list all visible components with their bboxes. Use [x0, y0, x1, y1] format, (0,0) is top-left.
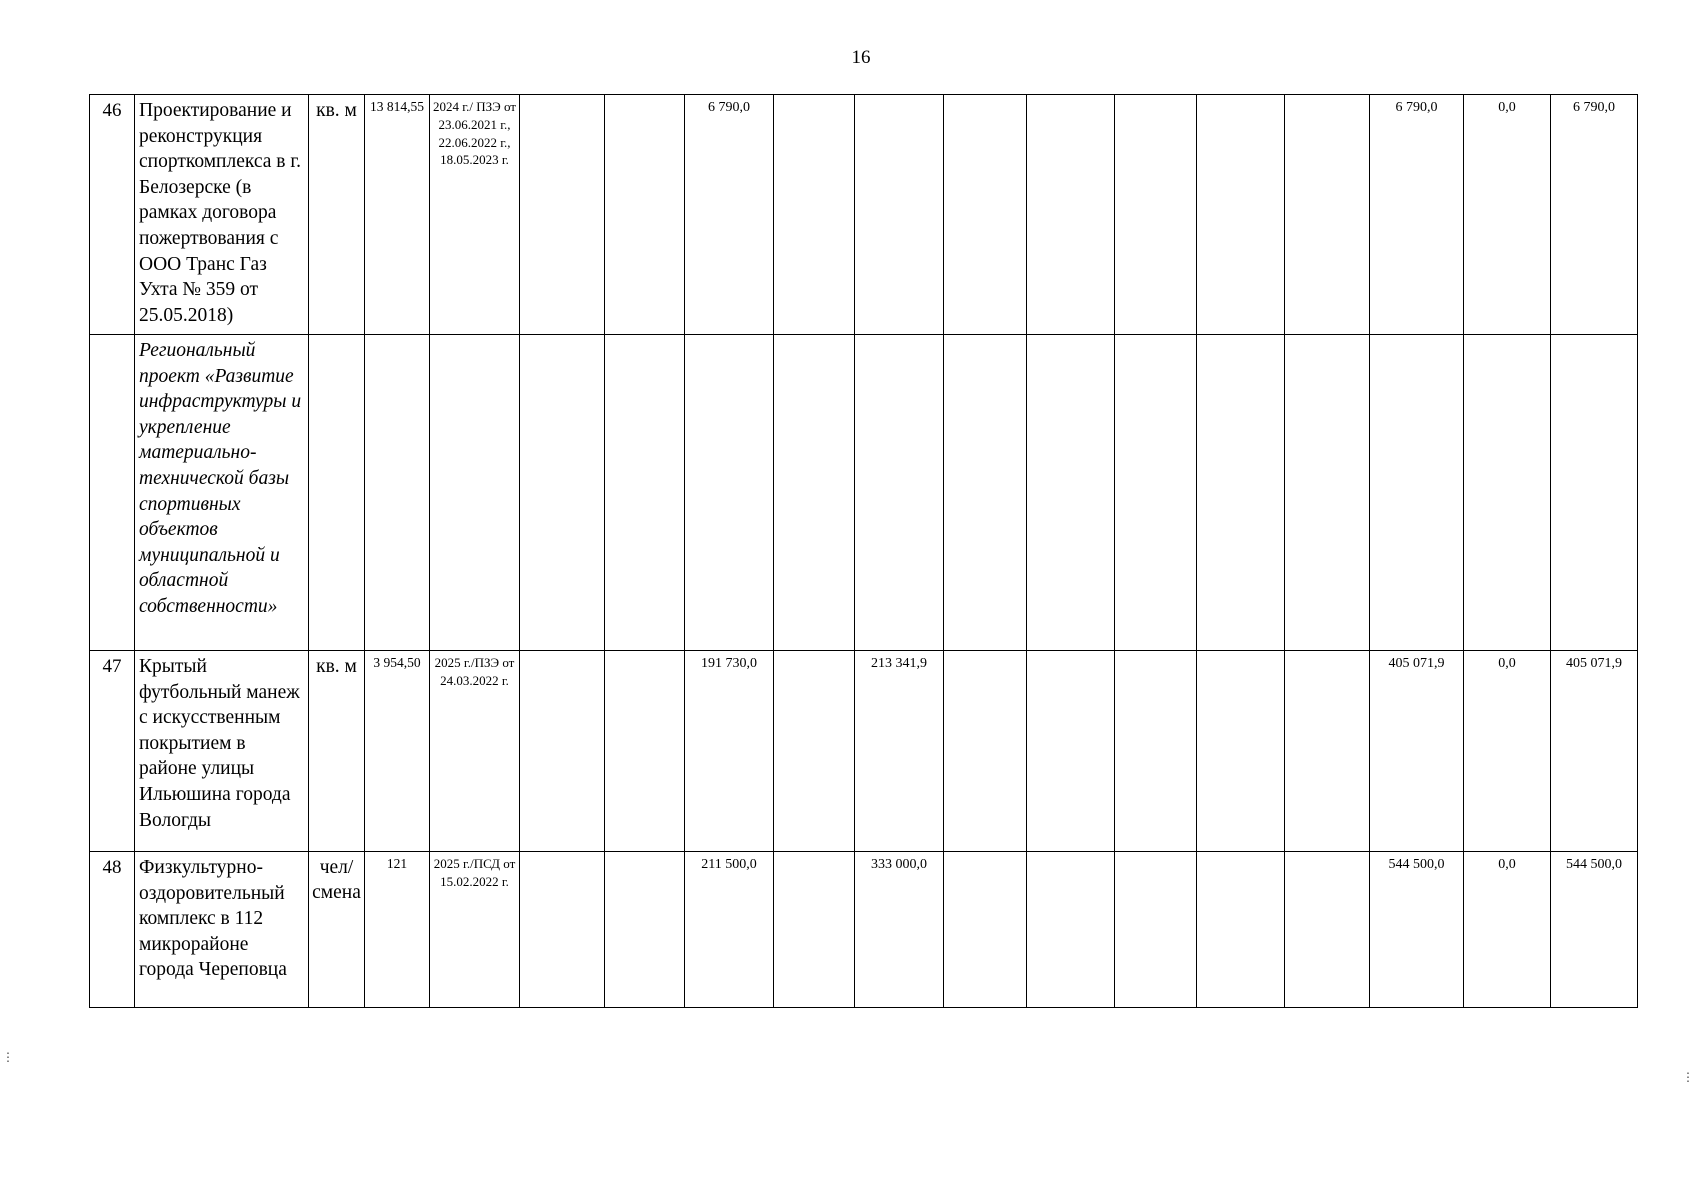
empty-cell	[944, 852, 1027, 1008]
empty-cell	[1285, 651, 1370, 852]
value-cell: 191 730,0	[685, 651, 774, 852]
object-name: Физкультурно-оздоровительный комплекс в 112 микрорайоне города Череповца	[135, 852, 309, 1008]
total-cell: 405 071,9	[1370, 651, 1464, 852]
empty-cell	[1285, 95, 1370, 335]
table-row	[90, 335, 1638, 651]
object-name: Проектирование и реконструкция спорткомплекса в г. Белозерске (в рамках договора пожертвования с ООО Транс Газ Ухта № 359 от 25.05.2018)	[135, 95, 309, 335]
row-number	[90, 335, 135, 651]
empty-cell	[365, 335, 430, 651]
scan-edge-mark: ⋮	[1682, 1070, 1694, 1084]
empty-cell	[605, 335, 685, 651]
empty-cell	[1027, 852, 1115, 1008]
unit-cell: кв. м	[309, 95, 365, 335]
unit-cell: кв. м	[309, 651, 365, 852]
empty-cell	[1197, 852, 1285, 1008]
empty-cell	[944, 335, 1027, 651]
empty-cell	[1115, 651, 1197, 852]
empty-cell	[944, 95, 1027, 335]
empty-cell	[774, 95, 855, 335]
empty-cell	[1115, 852, 1197, 1008]
empty-cell	[1197, 335, 1285, 651]
empty-cell	[309, 335, 365, 651]
empty-cell	[1285, 335, 1370, 651]
table-row	[90, 852, 1638, 1008]
empty-cell	[1551, 335, 1638, 651]
table-row	[90, 651, 1638, 852]
row-number: 48	[90, 852, 135, 1008]
empty-cell	[1115, 95, 1197, 335]
total-cell: 544 500,0	[1370, 852, 1464, 1008]
expertise-cell: 2025 г./ПСД от 15.02.2022 г.	[430, 852, 520, 1008]
capacity-cell: 121	[365, 852, 430, 1008]
empty-cell	[944, 651, 1027, 852]
value-cell	[855, 95, 944, 335]
grand-total-cell: 544 500,0	[1551, 852, 1638, 1008]
empty-cell	[774, 852, 855, 1008]
table-row	[90, 95, 1638, 335]
empty-cell	[855, 335, 944, 651]
empty-cell	[1027, 95, 1115, 335]
empty-cell	[1027, 651, 1115, 852]
value-cell: 213 341,9	[855, 651, 944, 852]
row-number: 46	[90, 95, 135, 335]
capacity-cell: 3 954,50	[365, 651, 430, 852]
value-cell: 211 500,0	[685, 852, 774, 1008]
extra-cell: 0,0	[1464, 95, 1551, 335]
extra-cell: 0,0	[1464, 852, 1551, 1008]
scan-edge-mark: ⋮	[2, 1050, 14, 1064]
value-cell: 333 000,0	[855, 852, 944, 1008]
empty-cell	[1285, 852, 1370, 1008]
row-number: 47	[90, 651, 135, 852]
empty-cell	[520, 335, 605, 651]
empty-cell	[1464, 335, 1551, 651]
empty-cell	[605, 852, 685, 1008]
unit-cell: чел/ смена	[309, 852, 365, 1008]
object-name: Крытый футбольный манеж с искусственным покрытием в районе улицы Ильюшина города Вологды	[135, 651, 309, 852]
value-cell: 6 790,0	[685, 95, 774, 335]
page-number: 16	[851, 47, 871, 68]
empty-cell	[520, 852, 605, 1008]
empty-cell	[520, 651, 605, 852]
empty-cell	[520, 95, 605, 335]
expertise-cell: 2024 г./ ПЗЭ от 23.06.2021 г., 22.06.2022 г., 18.05.2023 г.	[430, 95, 520, 335]
empty-cell	[774, 651, 855, 852]
empty-cell	[774, 335, 855, 651]
empty-cell	[1370, 335, 1464, 651]
empty-cell	[685, 335, 774, 651]
expertise-cell: 2025 г./ПЗЭ от 24.03.2022 г.	[430, 651, 520, 852]
grand-total-cell: 405 071,9	[1551, 651, 1638, 852]
project-name: Региональный проект «Развитие инфраструктуры и укрепление материально-технической базы спортивных объектов муниципальной и областной собственности»	[135, 335, 309, 651]
empty-cell	[1115, 335, 1197, 651]
empty-cell	[430, 335, 520, 651]
empty-cell	[1197, 95, 1285, 335]
empty-cell	[605, 651, 685, 852]
extra-cell: 0,0	[1464, 651, 1551, 852]
total-cell: 6 790,0	[1370, 95, 1464, 335]
empty-cell	[1027, 335, 1115, 651]
investment-table	[89, 94, 1638, 1008]
empty-cell	[605, 95, 685, 335]
empty-cell	[1197, 651, 1285, 852]
capacity-cell: 13 814,55	[365, 95, 430, 335]
grand-total-cell: 6 790,0	[1551, 95, 1638, 335]
